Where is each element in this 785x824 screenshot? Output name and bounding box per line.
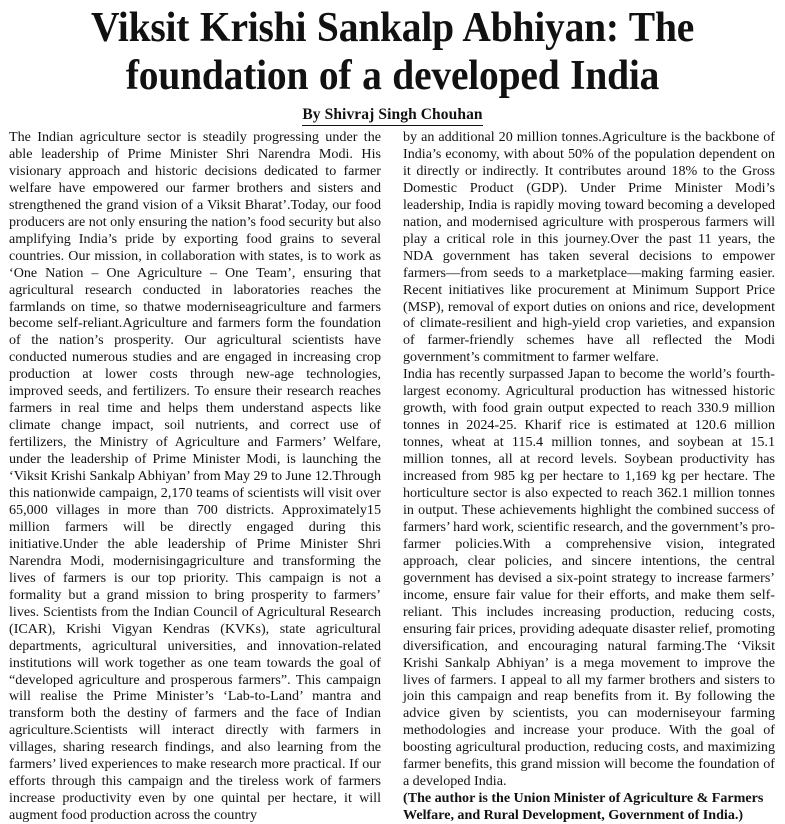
- paragraph: The Indian agriculture sector is steadily progressing under the able leadership of Prime Minister Shri Narendra Modi. His visionary approach and historic decisions dedicated to farmer welfare have empowered our farmer brothers and sisters and strengthened the grand vision of a Viksit Bharat’.Today, our food producers are not only ensuring the nation’s food security but also amplifying India’s pride by exporting food grains to several countries. Our mission, in collaboration with states, is to work as ‘One Nation – One Agriculture – One Team’, ensuring that agricultural research conducted in laboratories reaches the farmlands on time, so thatwe moderniseagriculture and farmers become self-reliant.Agriculture and farmers form the foundation of the nation’s prosperity. Our agricultural scientists have conducted numerous studies and are engaged in increasing crop production at lower costs through new-age technologies, improved seeds, and fertilizers. To ensure their research reaches farmers in real time and helps them understand aspects like climate change impact, soil nutrients, and correct use of fertilizers, the Ministry of Agriculture and Farmers’ Welfare, under the leadership of Prime Minister Modi, is launching the ‘Viksit Krishi Sankalp Abhiyan’ from May 29 to June 12.Through this nationwide campaign, 2,170 teams of scientists will visit over 65,000 villages in more than 700 districts. Approximately15 million farmers will be directly engaged during this initiative.Under the able leadership of Prime Minister Shri Narendra Modi, modernisingagriculture and transforming the lives of farmers is our top priority. This campaign is not a formality but a grand mission to bring prosperity to farmers’ lives. Scientists from the Indian Council of Agricultural Research (ICAR), Krishi Vigyan Kendras (KVKs), state agricultural departments, agricultural universities, and innovation-related institutions will work together as one team towards the goal of “developed agriculture and prosperous farmers”. This campaign will realise the Prime Minister’s ‘Lab-to-Land’ mantra and transform both the destiny of farmers and the face of Indian agriculture.Scientists will interact directly with farmers in villages, sharing research findings, and also learning from the farmers’ lived experiences to make research more practical. If our efforts through this campaign and the tireless work of farmers increase productivity even by one quintal per hectare, it will augment food production across the country: [9, 129, 381, 824]
- byline-container: [26, 106, 759, 126]
- headline-line-1: Viksit Krishi Sankalp Abhiyan: The: [90, 4, 695, 51]
- paragraph: India has recently surpassed Japan to become the world’s fourth-largest economy. Agricultural production has witnessed historic growth, with food grain output expected to reach 330.9 million tonnes in 2024-25. Kharif rice is estimated at 120.6 million tonnes, wheat at 115.4 million tonnes, and soybean at 15.1 million tonnes, all at record levels. Soybean productivity has increased from 985 kg per hectare to 1,169 kg per hectare. The horticulture sector is also expected to reach 362.1 million tonnes in output. These achievements highlight the combined success of farmers’ hard work, scientific research, and the government’s pro-farmer policies.With a comprehensive vision, integrated approach, clear policies, and sincere intentions, the central government has devised a six-point strategy to increase farmers’ income, ensure fair value for their efforts, and make them self-reliant. This includes increasing production, reducing costs, ensuring fair prices, providing adequate disaster relief, promoting diversification, and encouraging natural farming.The ‘Viksit Krishi Sankalp Abhiyan’ is a mega movement to improve the lives of farmers. I appeal to all my farmer brothers and sisters to join this campaign and reap benefits from it. By following the advice given by scientists, you can moderniseyour farming methodologies and increase your produce. With the goal of boosting agricultural production, reducing costs, and maximizing farmer benefits, this grand mission will become the foundation of a developed India.: [403, 366, 775, 790]
- article-body-columns: [9, 129, 776, 824]
- headline-line-2: foundation of a developed India: [125, 51, 660, 99]
- paragraph: by an additional 20 million tonnes.Agriculture is the backbone of India’s economy, with about 50% of the population dependent on it directly or indirectly. It contributes around 18% to the Gross Domestic Product (GDP). Under Prime Minister Modi’s leadership, India is rapidly moving toward becoming a developed nation, and modernised agriculture with prosperous farmers will play a critical role in this journey.Over the past 11 years, the NDA government has taken several decisions to empower farmers—from seeds to a marketplace—making farming easier. Recent initiatives like procurement at Minimum Support Price (MSP), removal of export duties on onions and rice, development of climate-resilient and high-yield crop varieties, and expansion of farmer-friendly schemes have all reflected the Modi government’s commitment to farmer welfare.: [403, 129, 775, 366]
- headline-block: [0, 0, 785, 126]
- right-column: [403, 129, 775, 824]
- article-byline: By Shivraj Singh Chouhan: [302, 106, 482, 126]
- page-title: [26, 4, 759, 99]
- author-attribution: (The author is the Union Minister of Agriculture & Farmers Welfare, and Rural Development, Government of India.): [403, 790, 764, 824]
- left-column: [9, 129, 381, 824]
